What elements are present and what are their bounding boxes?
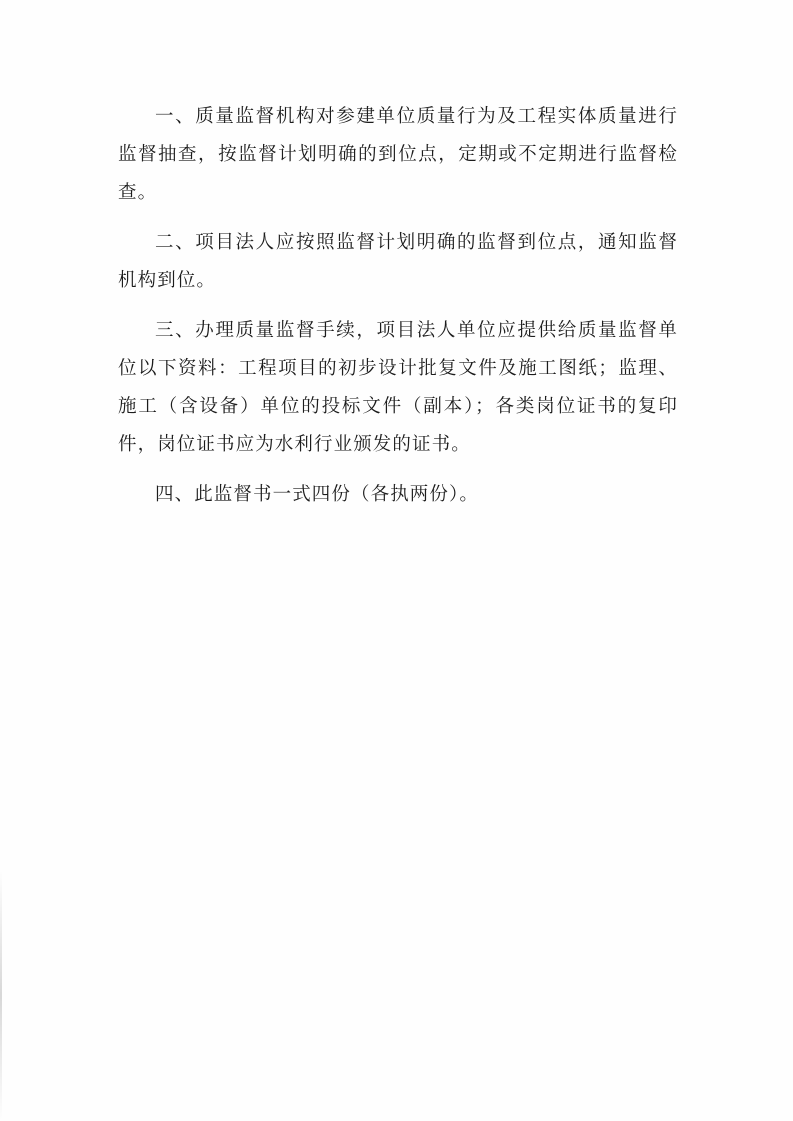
scan-edge-shadow xyxy=(0,870,2,1121)
document-body xyxy=(118,98,678,526)
paragraph-required-materials: 三、办理质量监督手续，项目法人单位应提供给质量监督单位以下资料：工程项目的初步设计批复文件及施工图纸；监理、施工（含设备）单位的投标文件（副本）；各类岗位证书的复印件，岗位证书应为水利行业颁发的证书。 xyxy=(118,320,678,455)
paragraph-notify-agency: 二、项目法人应按照监督计划明确的监督到位点，通知监督机构到位。 xyxy=(118,232,678,291)
paragraph-copies: 四、此监督书一式四份（各执两份）。 xyxy=(155,484,479,505)
paragraph-supervision-inspection: 一、质量监督机构对参建单位质量行为及工程实体质量进行监督抽查，按监督计划明确的到位点，定期或不定期进行监督检查。 xyxy=(118,106,678,203)
